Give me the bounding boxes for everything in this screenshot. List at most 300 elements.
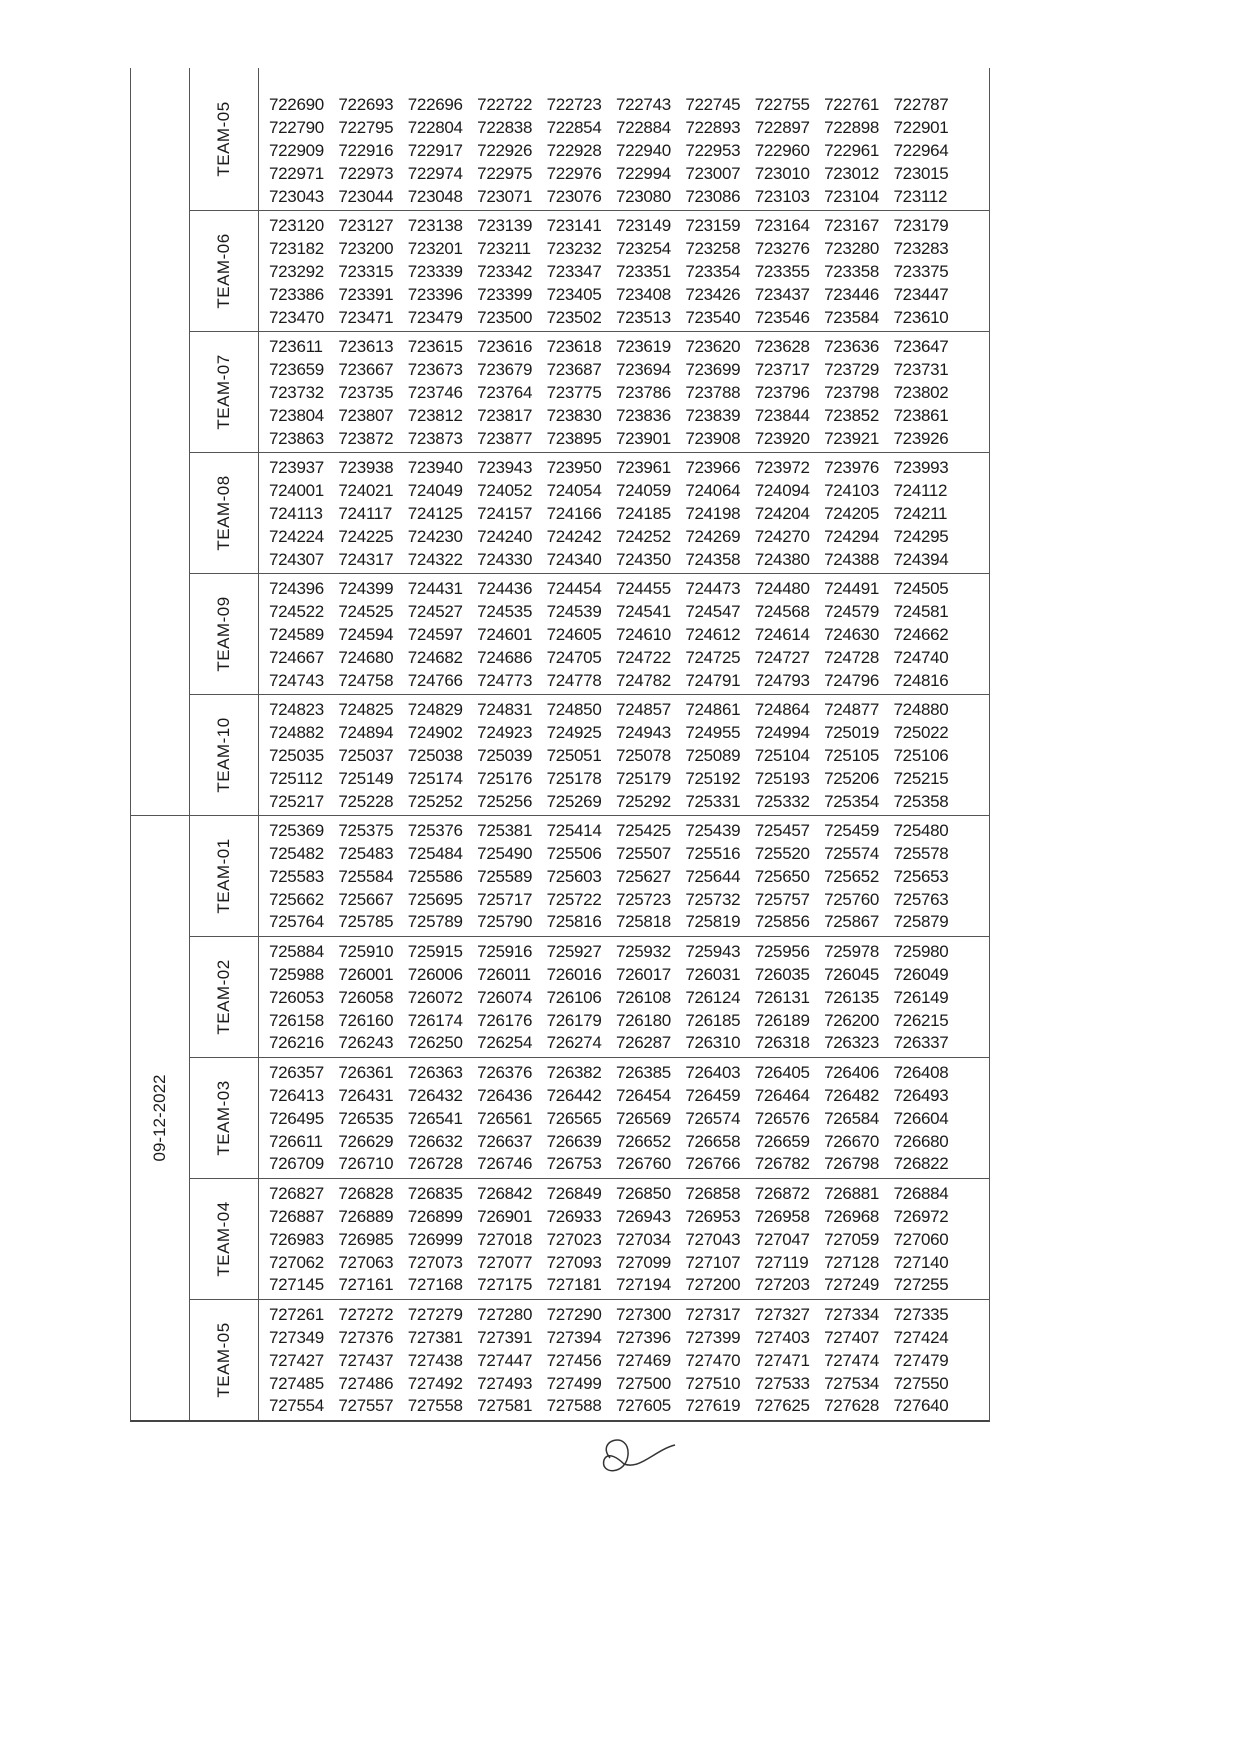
roll-number: 725790: [477, 912, 533, 932]
number-row: [269, 1085, 989, 1108]
roll-number: 722973: [338, 163, 394, 183]
team-cell: [190, 211, 259, 331]
roll-number: 726250: [407, 1033, 463, 1053]
team-block: [190, 1057, 989, 1178]
roll-number: 725106: [893, 745, 949, 765]
roll-number: 726006: [407, 965, 463, 985]
roll-number: 724589: [269, 624, 324, 644]
roll-number: 723830: [546, 405, 602, 425]
roll-number: 726176: [477, 1010, 533, 1030]
roll-number: 723471: [338, 307, 394, 327]
roll-number: 726709: [269, 1154, 324, 1174]
roll-number: 727499: [546, 1373, 602, 1393]
number-row: [269, 1153, 989, 1176]
roll-number: 724505: [893, 579, 949, 599]
roll-number: 726753: [546, 1154, 602, 1174]
roll-number: 725206: [824, 768, 880, 788]
roll-number: 722893: [685, 118, 741, 138]
roll-number: 723276: [754, 239, 810, 259]
roll-number: 725603: [546, 866, 602, 886]
roll-number: 723479: [407, 307, 463, 327]
roll-number: 726972: [893, 1207, 949, 1227]
roll-number: 725179: [615, 768, 671, 788]
roll-number: 724581: [893, 602, 949, 622]
roll-number: 723636: [824, 337, 880, 357]
team-label: TEAM-09: [214, 596, 233, 672]
roll-number: 726106: [546, 987, 602, 1007]
roll-number: 725915: [407, 942, 463, 962]
roll-number: 724204: [754, 503, 810, 523]
roll-number: 727335: [893, 1305, 949, 1325]
roll-number: 723673: [407, 360, 463, 380]
team-label: TEAM-05: [214, 1322, 233, 1398]
roll-number: 727093: [546, 1252, 602, 1272]
roll-number: 723446: [824, 284, 880, 304]
roll-number: 726017: [615, 965, 671, 985]
roll-number: 726001: [338, 965, 394, 985]
roll-number: 723732: [269, 382, 324, 402]
roll-number: 727376: [338, 1328, 394, 1348]
team-cell: [190, 574, 259, 694]
team-cell: [190, 1058, 259, 1178]
roll-number: 727533: [754, 1373, 810, 1393]
roll-number: 727588: [546, 1396, 602, 1416]
roll-number: 723355: [754, 261, 810, 281]
roll-number: 723872: [338, 428, 394, 448]
roll-number: 723972: [754, 458, 810, 478]
roll-number: 723938: [338, 458, 394, 478]
roll-number: 727194: [615, 1275, 671, 1295]
roll-number: 725256: [477, 791, 533, 811]
roll-number: 722838: [477, 118, 533, 138]
roll-number: 724491: [824, 579, 880, 599]
roll-number: 723993: [893, 458, 949, 478]
roll-number: 725884: [269, 942, 324, 962]
roll-number: 723863: [269, 428, 324, 448]
roll-number: 722790: [269, 118, 324, 138]
number-row: [269, 888, 989, 911]
roll-number: 724579: [824, 602, 880, 622]
roll-number: 723540: [685, 307, 741, 327]
roll-number: 725650: [754, 866, 810, 886]
roll-number: 727280: [477, 1305, 533, 1325]
roll-number: 724480: [754, 579, 810, 599]
roll-number: 725507: [615, 844, 671, 864]
roll-number: 726670: [824, 1131, 880, 1151]
team-cell: [190, 68, 259, 210]
roll-number: 727469: [615, 1350, 671, 1370]
roll-number: 722974: [407, 163, 463, 183]
roll-number: 726495: [269, 1108, 324, 1128]
number-row: [269, 1304, 989, 1327]
number-row: [269, 261, 989, 284]
number-row: [269, 404, 989, 427]
roll-number: 722953: [685, 140, 741, 160]
roll-number: 725332: [754, 791, 810, 811]
number-row: [269, 427, 989, 450]
roll-number: 723839: [685, 405, 741, 425]
roll-number: 724610: [615, 624, 671, 644]
roll-number: 725376: [407, 821, 463, 841]
roll-number: 722804: [407, 118, 463, 138]
roll-number: 725457: [754, 821, 810, 841]
roll-number: 725217: [269, 791, 324, 811]
roll-number: 727427: [269, 1350, 324, 1370]
roll-number: 723812: [407, 405, 463, 425]
roll-number: 727438: [407, 1350, 463, 1370]
number-row: [269, 1251, 989, 1274]
number-row: [269, 382, 989, 405]
roll-number: 727534: [824, 1373, 880, 1393]
roll-number: 726611: [269, 1131, 323, 1151]
roll-number: 727175: [477, 1275, 533, 1295]
roll-number: 724541: [615, 602, 671, 622]
roll-number: 723817: [477, 405, 533, 425]
roll-number: 727034: [615, 1229, 671, 1249]
roll-number: 725653: [893, 866, 949, 886]
roll-number: 726541: [407, 1108, 463, 1128]
roll-number: 725035: [269, 745, 324, 765]
roll-number: 724436: [477, 579, 533, 599]
roll-number: 724597: [407, 624, 463, 644]
roll-number: 724925: [546, 723, 602, 743]
roll-number: 725916: [477, 942, 533, 962]
roll-number: 723786: [615, 382, 671, 402]
roll-number: 726872: [754, 1184, 810, 1204]
roll-number: 724059: [615, 481, 671, 501]
roll-number: 723920: [754, 428, 810, 448]
roll-number: 725732: [685, 889, 741, 909]
roll-number: 723616: [477, 337, 533, 357]
roll-number: 726310: [685, 1033, 741, 1053]
roll-number: 724791: [685, 670, 741, 690]
number-row: [269, 1372, 989, 1395]
roll-number: 725956: [754, 942, 810, 962]
date-cell: [131, 816, 190, 1420]
roll-number: 725215: [893, 768, 949, 788]
number-row: [269, 1206, 989, 1229]
roll-number: 727625: [754, 1396, 810, 1416]
roll-number: 726983: [269, 1229, 324, 1249]
roll-number: 726565: [546, 1108, 602, 1128]
roll-number: 724612: [685, 624, 741, 644]
roll-number: 727203: [754, 1275, 810, 1295]
roll-number: 726850: [615, 1184, 671, 1204]
roll-number: 727099: [615, 1252, 671, 1272]
number-row: [269, 336, 989, 359]
roll-number: 722854: [546, 118, 602, 138]
roll-number: 723852: [824, 405, 880, 425]
roll-number: 726149: [893, 987, 949, 1007]
roll-number: 726933: [546, 1207, 602, 1227]
roll-number: 727168: [407, 1275, 463, 1295]
roll-number: 723138: [407, 216, 463, 236]
number-row: [269, 1183, 989, 1206]
roll-number: 726561: [477, 1108, 533, 1128]
roll-number: 724225: [338, 526, 394, 546]
roll-number: 724758: [338, 670, 394, 690]
roll-number: 724725: [685, 647, 741, 667]
roll-number: 723139: [477, 216, 533, 236]
roll-number: 724816: [893, 670, 949, 690]
roll-number: 727391: [477, 1328, 533, 1348]
number-row: [269, 578, 989, 601]
roll-number: 723659: [269, 360, 324, 380]
number-row: [269, 601, 989, 624]
roll-number: 726652: [615, 1131, 671, 1151]
roll-number: 725484: [407, 844, 463, 864]
roll-number: 725176: [477, 768, 533, 788]
roll-number: 725589: [477, 866, 533, 886]
number-row: [269, 162, 989, 185]
team-label: TEAM-08: [214, 475, 233, 551]
roll-number: 722745: [685, 95, 741, 115]
roll-number: 724773: [477, 670, 533, 690]
roll-number: 727060: [893, 1229, 949, 1249]
roll-number: 724728: [824, 647, 880, 667]
roll-number: 726985: [338, 1229, 394, 1249]
roll-number: 723120: [269, 216, 324, 236]
roll-number: 724902: [407, 723, 463, 743]
roll-number: 724125: [407, 503, 463, 523]
roll-number: 723112: [893, 186, 948, 206]
number-row: [269, 941, 989, 964]
roll-number: 726798: [824, 1154, 880, 1174]
roll-number: 723500: [477, 307, 533, 327]
roll-number: 725112: [269, 768, 323, 788]
team-block: [190, 936, 989, 1057]
roll-number: 723358: [824, 261, 880, 281]
roll-number: 726049: [893, 965, 949, 985]
number-row: [269, 94, 989, 117]
roll-number: 722940: [615, 140, 671, 160]
roll-number: 725414: [546, 821, 602, 841]
number-row: [269, 1032, 989, 1055]
roll-number: 725644: [685, 866, 741, 886]
roll-number: 724829: [407, 700, 463, 720]
roll-number: 726728: [407, 1154, 463, 1174]
roll-number: 727474: [824, 1350, 880, 1370]
roll-number: 724394: [893, 549, 949, 569]
roll-number: 727554: [269, 1396, 324, 1416]
roll-number: 723007: [685, 163, 741, 183]
roll-number: 726160: [338, 1010, 394, 1030]
roll-number: 722971: [269, 163, 324, 183]
roll-number: 724117: [338, 503, 393, 523]
roll-number: 726968: [824, 1207, 880, 1227]
roll-number: 725480: [893, 821, 949, 841]
roll-number: 724198: [685, 503, 741, 523]
number-row: [269, 1395, 989, 1418]
number-row: [269, 1327, 989, 1350]
roll-number: 724630: [824, 624, 880, 644]
roll-number: 727119: [754, 1252, 809, 1272]
roll-number: 723611: [269, 337, 323, 357]
roll-number: 726058: [338, 987, 394, 1007]
roll-number: 726131: [754, 987, 810, 1007]
team-label: TEAM-04: [214, 1201, 233, 1277]
roll-number: 726045: [824, 965, 880, 985]
roll-number: 724431: [407, 579, 463, 599]
roll-number: 725089: [685, 745, 741, 765]
roll-number: 727424: [893, 1328, 949, 1348]
roll-number: 724778: [546, 670, 602, 690]
roll-number: 723966: [685, 458, 741, 478]
roll-number: 724682: [407, 647, 463, 667]
roll-number: 726958: [754, 1207, 810, 1227]
roll-number: 726363: [407, 1063, 463, 1083]
number-row: [269, 1062, 989, 1085]
roll-number: 725627: [615, 866, 671, 886]
roll-number: 725980: [893, 942, 949, 962]
date-cell: [131, 68, 190, 815]
number-row: [269, 359, 989, 382]
roll-number: 725763: [893, 889, 949, 909]
roll-number: 723861: [893, 405, 949, 425]
roll-number: 727456: [546, 1350, 602, 1370]
roll-number: 726382: [546, 1063, 602, 1083]
roll-number: 726584: [824, 1108, 880, 1128]
roll-number: 726464: [754, 1086, 810, 1106]
number-row: [269, 548, 989, 571]
roll-number: 727107: [685, 1252, 741, 1272]
roll-number: 724864: [754, 700, 810, 720]
team-block: [190, 694, 989, 815]
roll-number: 724605: [546, 624, 602, 644]
roll-number: 726576: [754, 1108, 810, 1128]
roll-number: 727550: [893, 1373, 949, 1393]
roll-number: 727161: [338, 1275, 394, 1295]
roll-number: 726482: [824, 1086, 880, 1106]
roll-number: 723283: [893, 239, 949, 259]
roll-number: 725943: [685, 942, 741, 962]
roll-number: 723584: [824, 307, 880, 327]
roll-number: 724823: [269, 700, 324, 720]
roll-number: 725927: [546, 942, 602, 962]
roll-number: 726884: [893, 1184, 949, 1204]
roll-number: 722755: [754, 95, 810, 115]
roll-number: 725667: [338, 889, 394, 909]
roll-number: 723396: [407, 284, 463, 304]
roll-number: 723292: [269, 261, 324, 281]
roll-number: 724307: [269, 549, 324, 569]
roll-number: 726031: [685, 965, 741, 985]
roll-number: 727334: [824, 1305, 880, 1325]
roll-number: 723687: [546, 360, 602, 380]
roll-number: 723167: [824, 216, 880, 236]
roll-number: 727581: [477, 1396, 533, 1416]
roll-number: 726899: [407, 1207, 463, 1227]
number-row: [269, 117, 989, 140]
roll-number: 726710: [338, 1154, 394, 1174]
roll-number: 724242: [546, 526, 602, 546]
roll-number: 724049: [407, 481, 463, 501]
roll-number: 724330: [477, 549, 533, 569]
roll-number: 723717: [754, 360, 810, 380]
roll-number: 725578: [893, 844, 949, 864]
roll-number: 723610: [893, 307, 949, 327]
roll-number: 727396: [615, 1328, 671, 1348]
roll-number: 727394: [546, 1328, 602, 1348]
roll-number: 724680: [338, 647, 394, 667]
team-cell: [190, 695, 259, 815]
number-row: [269, 238, 989, 261]
team-label: TEAM-05: [214, 101, 233, 177]
roll-number: 726185: [685, 1010, 741, 1030]
number-row: [269, 790, 989, 813]
roll-number: 724322: [407, 549, 463, 569]
roll-number: 723844: [754, 405, 810, 425]
roll-number: 723502: [546, 307, 602, 327]
roll-number: 723426: [685, 284, 741, 304]
team-block: [190, 1299, 989, 1420]
roll-number: 724955: [685, 723, 741, 743]
roll-number: 724350: [615, 549, 671, 569]
roll-number: 727145: [269, 1275, 324, 1295]
roll-number: 725483: [338, 844, 394, 864]
roll-number: 726216: [269, 1033, 324, 1053]
roll-number: 724722: [615, 647, 671, 667]
number-row: [269, 215, 989, 238]
roll-number: 723127: [338, 216, 394, 236]
roll-number: 723076: [546, 186, 602, 206]
roll-number: 725856: [754, 912, 810, 932]
roll-number: 725078: [615, 745, 671, 765]
roll-number: 723437: [754, 284, 810, 304]
roll-number: 722960: [754, 140, 810, 160]
roll-number: 726746: [477, 1154, 533, 1174]
roll-number: 725022: [893, 723, 949, 743]
roll-number: 723699: [685, 360, 741, 380]
roll-number: 726323: [824, 1033, 880, 1053]
roll-number: 723679: [477, 360, 533, 380]
roll-number: 726632: [407, 1131, 463, 1151]
roll-number: 725019: [824, 723, 880, 743]
roll-number: 724568: [754, 602, 810, 622]
roll-number: 727492: [407, 1373, 463, 1393]
roll-number: 724877: [824, 700, 880, 720]
roll-number: 725358: [893, 791, 949, 811]
roll-number: 726493: [893, 1086, 949, 1106]
roll-number: 723798: [824, 382, 880, 402]
roll-number: 727381: [407, 1328, 463, 1348]
roll-number: 725717: [477, 889, 533, 909]
roll-number: 725988: [269, 965, 324, 985]
roll-number: 725879: [893, 912, 949, 932]
roll-number: 724601: [477, 624, 533, 644]
roll-number: 724269: [685, 526, 741, 546]
number-row: [269, 767, 989, 790]
roll-number: 723347: [546, 261, 602, 281]
number-row: [269, 1009, 989, 1032]
roll-number: 725574: [824, 844, 880, 864]
roll-number: 726432: [407, 1086, 463, 1106]
roll-number: 724399: [338, 579, 394, 599]
roll-number: 727470: [685, 1350, 741, 1370]
roll-number: 723391: [338, 284, 394, 304]
roll-number: 722994: [615, 163, 671, 183]
roll-number: 727063: [338, 1252, 394, 1272]
roll-number: 726760: [615, 1154, 671, 1174]
number-row: [269, 1349, 989, 1372]
roll-number: 725149: [338, 768, 394, 788]
roll-number: 724064: [685, 481, 741, 501]
roll-number: 724054: [546, 481, 602, 501]
roll-number: 725723: [615, 889, 671, 909]
roll-number: 725867: [824, 912, 880, 932]
roll-number: 725459: [824, 821, 880, 841]
roll-number: 726842: [477, 1184, 533, 1204]
